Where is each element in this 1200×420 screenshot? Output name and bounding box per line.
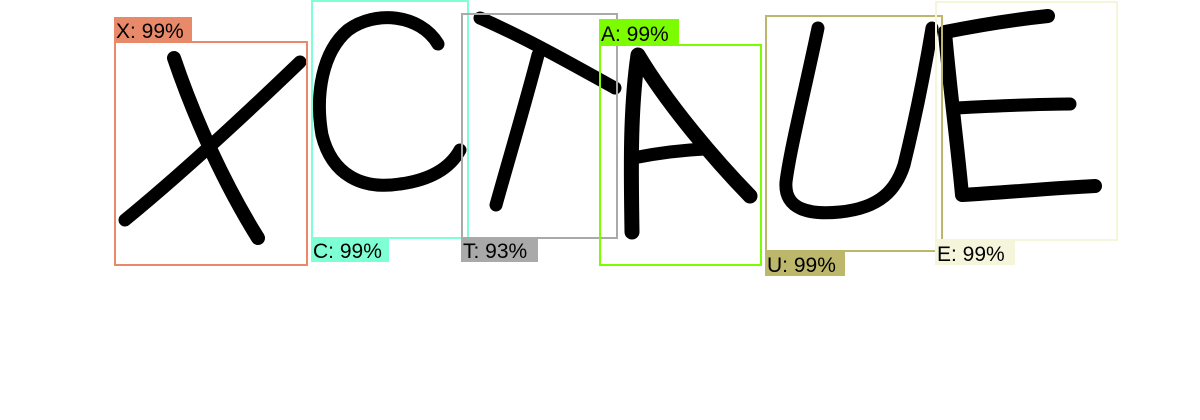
label-text: U: 99% — [767, 254, 836, 277]
glyph-e — [945, 16, 1095, 195]
label-text: X: 99% — [116, 20, 184, 43]
bounding-box — [936, 2, 1117, 240]
glyph-t — [480, 18, 615, 205]
label-text: E: 99% — [937, 243, 1005, 266]
label-text: A: 99% — [601, 23, 669, 46]
glyph-x — [125, 58, 300, 238]
label-text: T: 93% — [463, 240, 528, 263]
glyph-u — [786, 28, 932, 213]
glyph-a — [631, 55, 750, 232]
glyph-c — [319, 18, 460, 186]
handwritten-text-image — [125, 16, 1095, 238]
label-text: C: 99% — [313, 240, 382, 263]
detection-a — [599, 19, 761, 265]
